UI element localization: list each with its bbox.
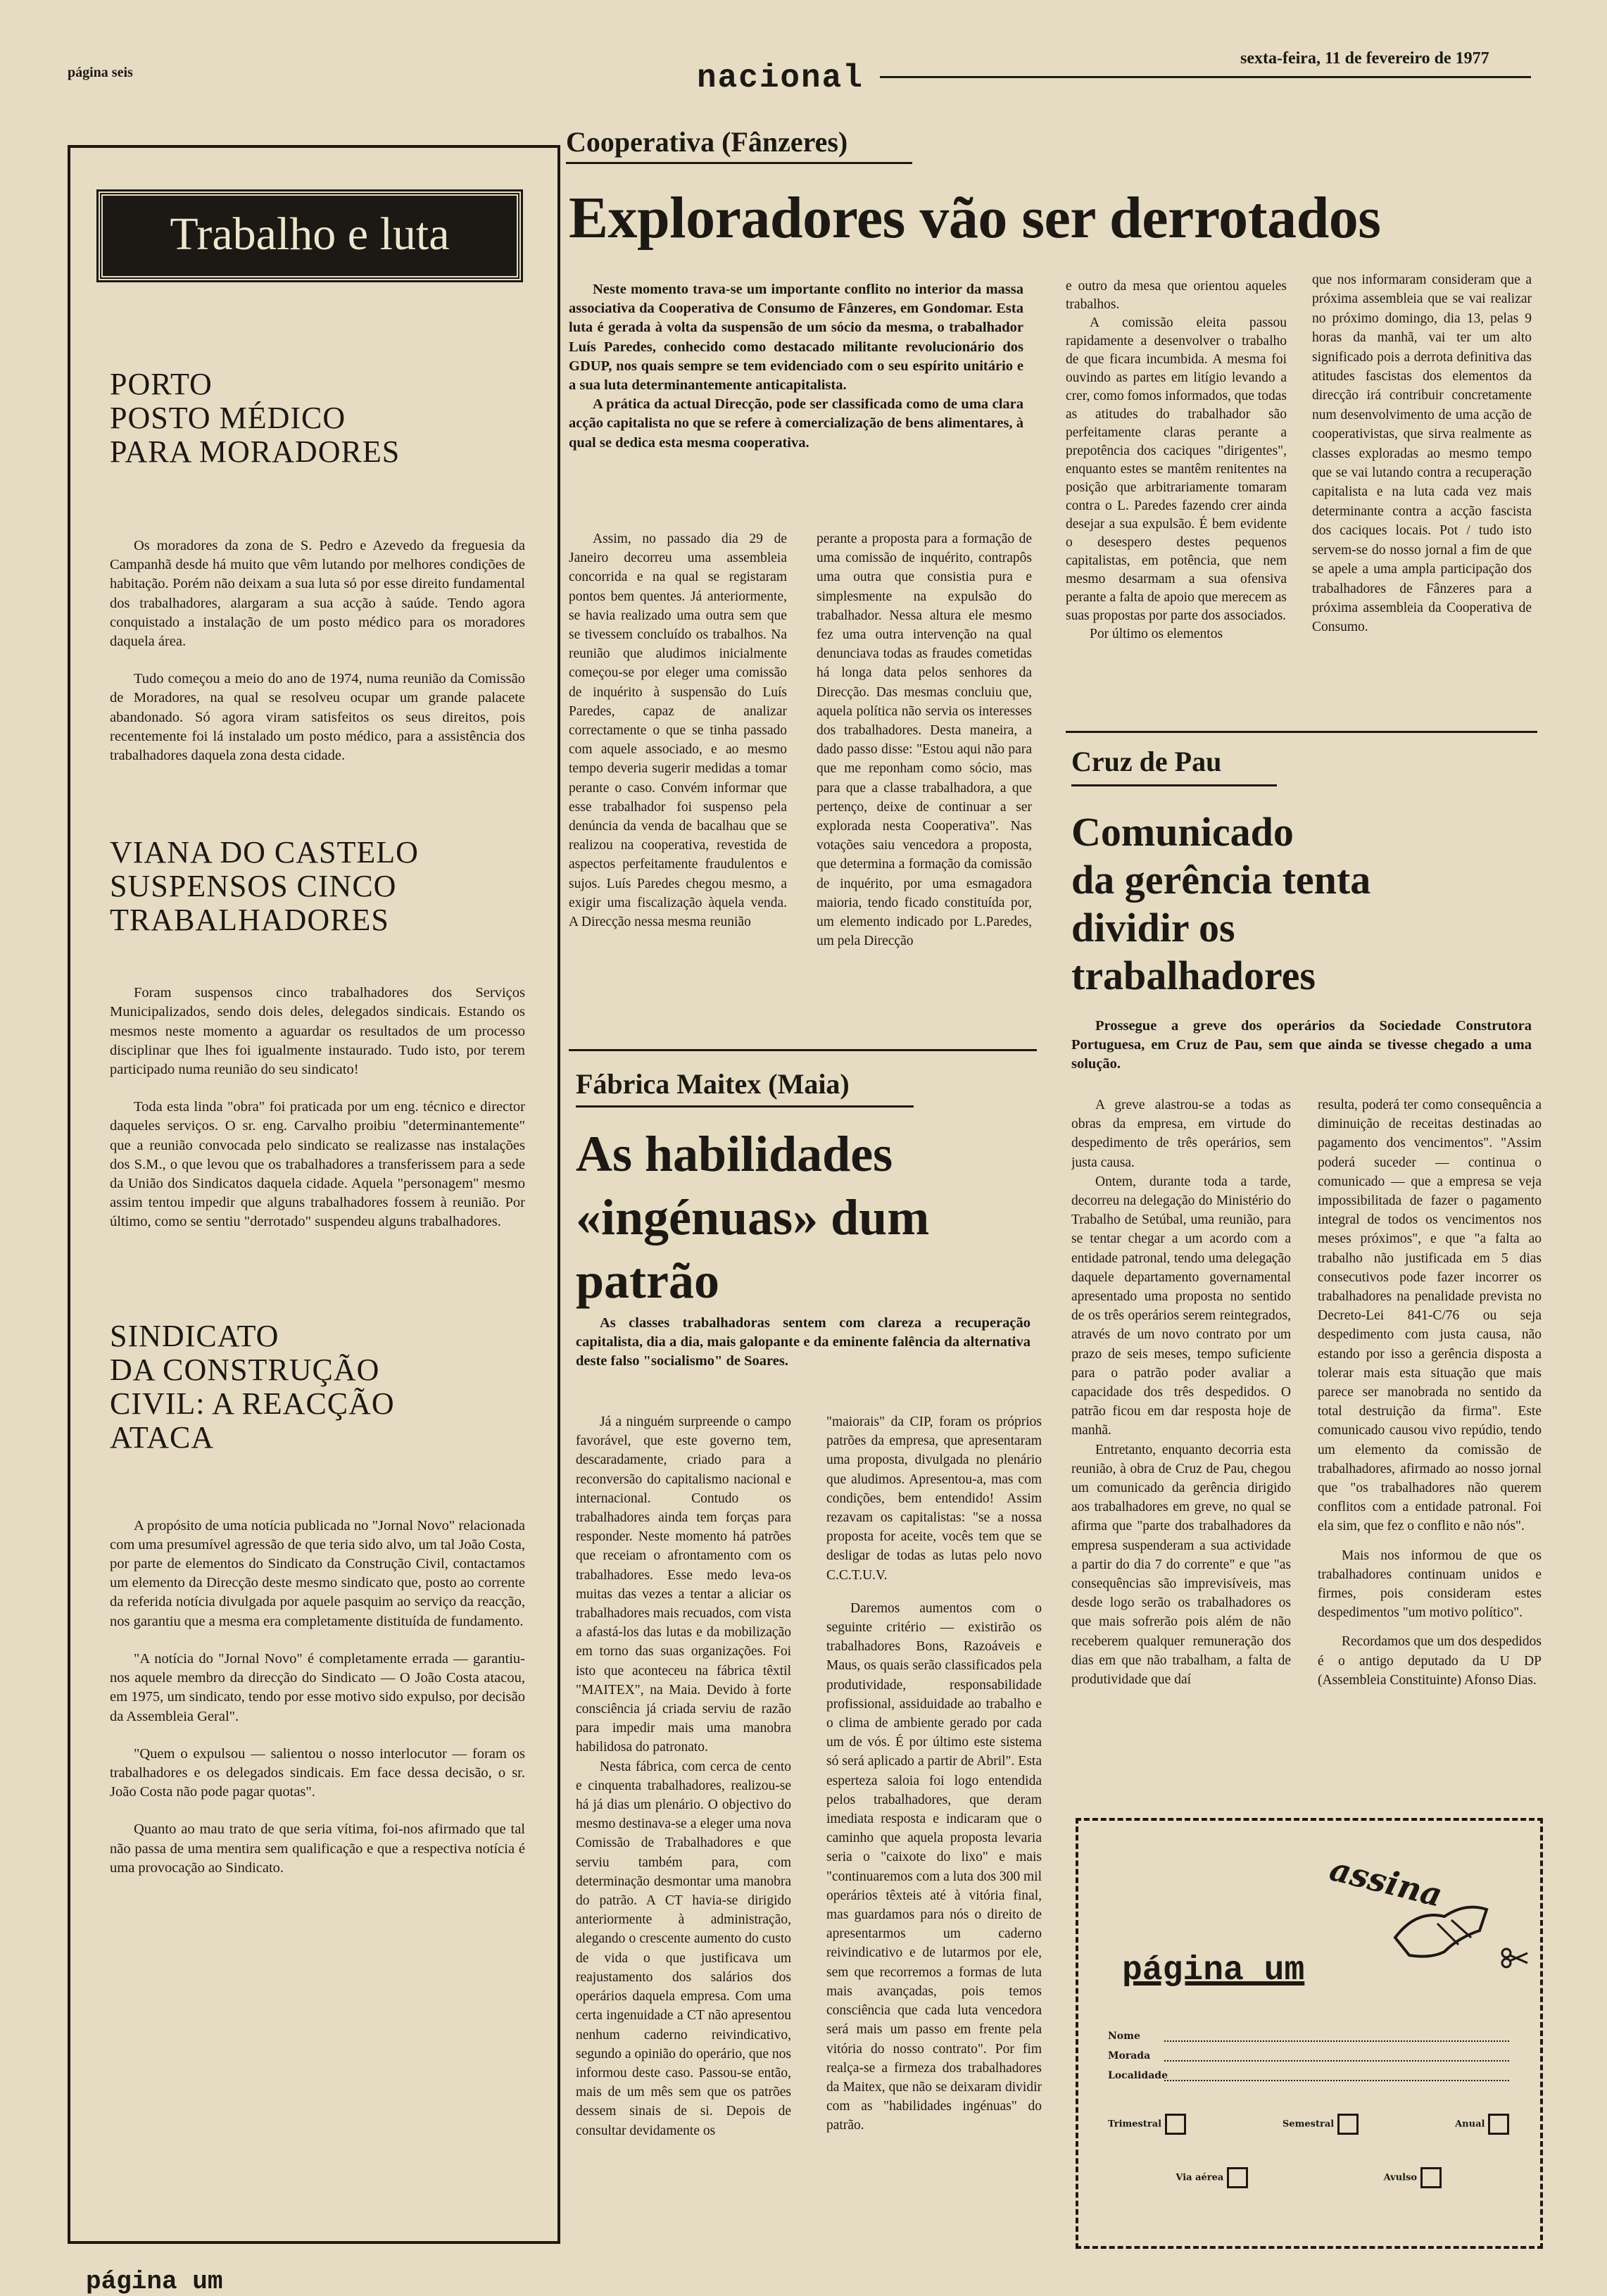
- options-row-2: [1108, 2167, 1509, 2188]
- kicker-underline: [566, 162, 912, 164]
- checkbox[interactable]: [1227, 2167, 1248, 2188]
- sidebar-content: [110, 368, 525, 2198]
- subscribe-script: assina: [1325, 1850, 1447, 1914]
- article-paragraph: e outro da mesa que orientou aqueles trabalhos.: [1066, 279, 1287, 312]
- cooperativa-lead: [569, 280, 1023, 515]
- maitex-kicker: [576, 1069, 850, 1100]
- lead-paragraph: Neste momento trava-se um importante conflito no interior da massa associativa da Cooperativa de Consumo de Fânzeres, em Gondomar. Esta luta é gerada à volta da suspensão de um sócio da mesma, o trabalhador Luís Paredes, conhecido como destacado militante revolucionário dos GDUP, nos quais sempre se tem evidenciado com o seu espírito unitário e a sua luta determinantemente anticapitalista.: [569, 282, 1023, 394]
- article-paragraph: perante a proposta para a formação de uma comissão de inquérito, contrapôs uma outra que consistia pura e simplesmente na expulsão do trabalhador. Nessa altura ele mesmo fez uma outra intervenção na qual denunciava todas as fraudes cometidas há longa data pelos senhores da Direcção. Das mesmas concluiu que, aquela política não servia os interesses dos trabalhadores. Desta maneira, a dado passo disse: "Estou aqui não para que me reponham como sócio, mas para que a classe trabalhadora, a que pertenço, deixe de continuar a ser explorada nesta Cooperativa". Nas votações saiu vencedora a proposta, que determina a formação da comissão de inquérito, por uma esmagadora maioria, tendo ficado constituída por, um elemento indicado por L.Paredes, um pela Direcção: [817, 532, 1032, 949]
- cruz-headline: Comunicado da gerência tenta dividir os trabalhadores: [1071, 809, 1371, 998]
- locality-line: [1164, 2080, 1509, 2081]
- sindicato-paragraph: A propósito de uma notícia publicada no "Jornal Novo" relacionada com uma presumível agressão de que teria sido alvo, um tal João Costa, por parte de elementos do Sindicato da Construção Civil, contactamos um elemento da Direcção deste mesmo sindicato que, posto ao corrente da referida notícia divulgada por aquele pasquim ao serviço da reacção, nos garantiu que a mesma era completamente distituída de fundamento.: [110, 1517, 525, 1629]
- option-label: Anual: [1455, 2119, 1485, 2130]
- cooperativa-kicker: [566, 127, 847, 158]
- hand-icon: [1388, 1888, 1494, 1966]
- scissors-icon: [1501, 1947, 1529, 1969]
- option-quarterly[interactable]: [1108, 2114, 1186, 2135]
- address-line: [1164, 2060, 1509, 2062]
- subscription-coupon: [1076, 1818, 1543, 2249]
- option-label: Avulso: [1383, 2172, 1418, 2183]
- masthead-rule: [880, 76, 1531, 78]
- options-row-1: [1108, 2114, 1509, 2135]
- article-paragraph: resulta, poderá ter como consequência a diminuição de receitas destinadas ao pagamento dos vencimentos". "Assim poderá suceder — continua o comunicado — que a empresa se veja impossibilitada de fazer o pagamento integral de todos os vencimentos nos meses próximos", e que "a falta ao trabalho não justificada em 5 dias consecutivos pode fazer incorrer os trabalhadores na penalidade prevista no Decreto-Lei 841-C/76 ou seja despedimento com justa causa, não estando por isso a gerência disposta a tolerar mais esta situação que mais parece ser manobrada no sentido da total destruição da firma". Este comunicado causou vivo repúdio, tendo um elemento da comissão de trabalhadores, afirmado ao nosso jornal que "os trabalhadores não querem conflitos com a entidade patronal. Foi ela sim, que fez o conflito e não nós".: [1318, 1098, 1542, 1534]
- maitex-col-1: [576, 1412, 791, 2262]
- cruz-col-2: [1318, 1096, 1542, 1800]
- checkbox[interactable]: [1337, 2114, 1359, 2135]
- page-label: página seis: [68, 65, 133, 80]
- option-single[interactable]: [1384, 2167, 1442, 2188]
- article-paragraph: Entretanto, enquanto decorria esta reunião, à obra de Cruz de Pau, chegou um comunicado da gerência dirigido aos trabalhadores em greve, no qual se afirma que "parte dos trabalhadores da empresa suspenderam a sua actividade a partir do dia 7 do corrente" e que "as consequências são imprevisíveis, mas desde logo serão os trabalhadores os que mais sofrerão pois além de não receberem qualquer remuneração dos dias em que não trabalham, a falta de produtividade que daí: [1071, 1442, 1291, 1688]
- cooperativa-col-1: [569, 529, 787, 1024]
- option-airmail[interactable]: [1176, 2167, 1248, 2188]
- maitex-kicker-text: Fábrica Maitex (Maia): [576, 1068, 850, 1100]
- section-title: nacional: [697, 60, 864, 96]
- section-divider: [1066, 731, 1537, 733]
- option-label: Semestral: [1282, 2119, 1335, 2130]
- article-paragraph: Daremos aumentos com o seguinte critério — existirão os trabalhadores Bons, Razoáveis e Maus, os quais serão classificados pela produtividade, responsabilidade profissional, assiduidade ao trabalho e o clima de ambiente gerado por cada um de vós. É por último este sistema só será aplicado a partir de Abril". Esta esperteza saloia foi logo entendida pelos trabalhadores, que deram imediata resposta e indicaram que o caminho que aquela proposta levaria seria o "caixote do lixo" e mais "continuaremos com a luta dos 300 mil operários têxteis até à vitória final, mas guardamos para nós o direito de apresentarmos um caderno reivindicativo e de lutarmos por ele, sem que recorremos a formas de luta mais avançadas, pois temos consciência que cada luta vencedora será mais um passo em frente pela vitória do nosso contrato". Por fim realça-se a firmeza dos trabalhadores da Maitex, que não se deixaram dividir com as "habilidades ingénuas" do patrão.: [826, 1600, 1042, 2133]
- kicker-underline: [576, 1105, 914, 1108]
- checkbox[interactable]: [1420, 2167, 1442, 2188]
- option-label: Via aérea: [1176, 2172, 1224, 2183]
- address-field[interactable]: [1108, 2042, 1509, 2062]
- sidebar-box: [68, 145, 560, 2244]
- sindicato-paragraph: "A notícia do "Jornal Novo" é completamente errada — garantiu-nos aquele membro da direcção do Sindicato — O João Costa atacou, em 1975, um sindicato, tendo por esse motivo sido expulso, por decisão da Assembleia Geral".: [110, 1650, 525, 1724]
- viana-heading: VIANA DO CASTELO SUSPENSOS CINCO TRABALHADORES: [110, 835, 419, 938]
- porto-paragraph: Tudo começou a meio do ano de 1974, numa reunião da Comissão de Moradores, na qual se resolveu ocupar um grande palacete abandonado. Só agora viram satisfeitos os seus direitos, pois recentemente foi lá instalado um posto médico, para a assistência dos trabalhadores daquela zona desta cidade.: [110, 671, 525, 764]
- subscribe-title: página um: [1122, 1952, 1305, 1990]
- porto-paragraph: Os moradores da zona de S. Pedro e Azevedo da freguesia da Campanhã desde há muito que vêm lutando por melhores condições de habitação. Porém não deixam a sua luta só por esse direito fundamental dos trabalhadores, alargaram a sua acção à saúde. Tendo agora conquistado a instalação de um posto médico para os moradores daquela área.: [110, 538, 525, 650]
- lead-paragraph: A prática da actual Direcção, pode ser classificada como de uma clara acção capitalista no que se refere à comercialização de bens alimentares, à qual se dedica esta mesma cooperativa.: [569, 396, 1023, 451]
- checkbox[interactable]: [1165, 2114, 1186, 2135]
- article-paragraph: que nos informaram consideram que a próxima assembleia que se vai realizar no próximo domingo, dia 13, pelas 9 horas da manhã, vai ter um alto significado pois a derrota definitiva das atitudes fascistas dos elementos da direcção irá contribuir concretamente num desenvolvimento de uma acção de cooperativistas, que sirva realmente as classes exploradas ao mesmo tempo que se vai lutando contra a recuperação capitalista e na luta cada vez mais determinante contra a acção fascista dos caciques locais. Pot / tudo isto servem-se do nosso jornal a fim de que se apele a uma ampla participação dos trabalhadores de Fânzeres para a próxima assembleia da Cooperativa de Consumo.: [1312, 272, 1532, 635]
- cruz-kicker: [1071, 746, 1221, 777]
- address-label: Morada: [1108, 2050, 1151, 2062]
- cruz-kicker-text: Cruz de Pau: [1071, 746, 1222, 777]
- name-label: Nome: [1108, 2031, 1140, 2042]
- sindicato-paragraph: Quanto ao mau trato de que seria vítima, foi-nos afirmado que tal não passa de uma mentira sem qualificação e que a respectiva notícia é uma provocação ao Sindicato.: [110, 1821, 525, 1876]
- maitex-headline: As habilidades «ingénuas» dum patrão: [576, 1126, 930, 1309]
- article-paragraph: Por último os elementos: [1090, 627, 1223, 641]
- lead-paragraph: As classes trabalhadoras sentem com clareza a recuperação capitalista, dia a dia, mais galopante e da eminente falência da alternativa deste falso "socialismo" de Soares.: [576, 1315, 1031, 1369]
- name-field[interactable]: [1108, 2022, 1509, 2042]
- issue-date: sexta-feira, 11 de fevereiro de 1977: [1240, 49, 1489, 68]
- cooperativa-col-3: [1066, 277, 1287, 725]
- sidebar-title: Trabalho e luta: [170, 208, 450, 260]
- cruz-lead: [1071, 1017, 1532, 1077]
- sindicato-paragraph: "Quem o expulsou — salientou o nosso interlocutor — foram os trabalhadores e os delegados sindicais. Em face dessa decisão, o sr. João Costa não pode pagar quotas".: [110, 1745, 525, 1800]
- section-divider: [569, 1049, 1037, 1051]
- locality-label: Localidade: [1108, 2070, 1168, 2081]
- locality-field[interactable]: [1108, 2062, 1509, 2081]
- sidebar-title-banner: [99, 192, 521, 280]
- maitex-col-2: [826, 1412, 1042, 2262]
- cooperativa-kicker-text: Cooperativa (Fânzeres): [566, 126, 848, 158]
- viana-paragraph: Toda esta linda "obra" foi praticada por um eng. técnico e director daqueles serviços. O sr. eng. Carvalho proibiu "determinantemente" que a reunião convocada pelo sindicato se realizasse nas instalações dos S.M., o que levou que os trabalhadores a transferissem para a sede da União dos Sindicatos daquela cidade. Aquela "personagem" mesmo assim tentou impedir que alguns trabalhadores fossem à reunião. Por último, como se sentiu "derrotado" suspendeu alguns trabalhadores.: [110, 1099, 525, 1230]
- cooperativa-col-4: [1312, 270, 1532, 725]
- article-paragraph: Já a ninguém surpreende o campo favorável, que este governo tem, descaradamente, criado para a reconversão do capitalismo nacional e internacional. Contudo os trabalhadores ainda tem forças para responder. Neste momento há patrões que receiam o afrontamento com os trabalhadores. Esse medo leva-os muitas das vezes a tentar a aliciar os trabalhadores mais recuados, com vista a afastá-los das lutas e da mobilização em torno das suas organizações. Foi isto que aconteceu na fábrica têxtil "MAITEX", na Maia. Devido à forte consciência já criada serviu de razão para impedir mais uma manobra habilidosa do patronato.: [576, 1414, 791, 1755]
- name-line: [1164, 2040, 1509, 2042]
- article-paragraph: A comissão eleita passou rapidamente a desenvolver o trabalho de que ficara incumbida. A mesma foi ouvindo as partes em litígio levando a crer, como fomos informados, que todas as atitudes do trabalhador são perfeitamente claras perante a prepotência dos caciques "dirigentes", enquanto estes se mantêm renitentes na posição que arbitrariamente tomaram contra o L. Paredes fazendo crer ainda desejar a sua expulsão. É bem evidente o desespero destes pequenos capitalistas, em potência, que nem mesmo desarmam a sua ofensiva perante a falta de apoio que merecem as suas propostas por parte dos associados.: [1066, 315, 1287, 623]
- cooperativa-col-2: [817, 529, 1032, 1024]
- article-paragraph: Assim, no passado dia 29 de Janeiro decorreu uma assembleia concorrida e na qual se registaram pontos bem quentes. Já anteriormente, se havia realizado uma outra sem que se tivessem concluído os trabalhos. Na reunião que aludimos inicialmente começou-se por eleger uma comissão de inquérito à suspensão do Luís Paredes, capaz de analizar correctamente o que se tinha passado com aquele associado, e ao mesmo tempo deveria sugerir medidas a tomar perante o caso. Convém informar que esse trabalhador foi suspenso pela denúncia da venda de bacalhau que se realizou na cooperativa, revestida de aspectos perfeitamente fraudulentos e sujos. Luís Paredes chegou mesmo, a exigir uma fiscalização àquela venda. A Direcção nessa mesma reunião: [569, 532, 787, 930]
- article-paragraph: "maiorais" da CIP, foram os próprios patrões da empresa, que apresentaram uma proposta, divulgada no plenário que aludimos. Apresentou-a, mas com condições, bem entendido! Assim rezavam os capitalistas: "se a nossa proposta for aceite, vocês tem que se desligar de todas as lutas pelo novo C.C.T.U.V.: [826, 1414, 1042, 1583]
- article-paragraph: Mais nos informou de que os trabalhadores continuam unidos e firmes, pois consideram estes despedimentos "um motivo político".: [1318, 1548, 1542, 1621]
- lead-paragraph: Prossegue a greve dos operários da Sociedade Construtora Portuguesa, em Cruz de Pau, sem que ainda se tivesse chegado a uma solução.: [1071, 1018, 1532, 1072]
- cooperativa-headline: Exploradores vão ser derrotados: [569, 185, 1381, 251]
- viana-paragraph: Foram suspensos cinco trabalhadores dos Serviços Municipalizados, sendo dois deles, delegados sindicais. Estando os mesmos neste momento a aguardar os resultados de um processo disciplinar que lhes foi igualmente instaurado. Tudo isto, por terem participado numa reunião do seu sindicato!: [110, 985, 525, 1078]
- article-paragraph: Recordamos que um dos despedidos é o antigo deputado da U DP (Assembleia Constituinte) Afonso Dias.: [1318, 1634, 1542, 1688]
- subscribe-form: [1108, 2022, 1509, 2188]
- footer-title: página um: [86, 2267, 223, 2296]
- article-paragraph: A greve alastrou-se a todas as obras da empresa, em virtude do despedimento de três operários, sem justa causa.: [1071, 1098, 1291, 1170]
- article-paragraph: Nesta fábrica, com cerca de cento e cinquenta trabalhadores, realizou-se há já dias um plenário. O objectivo do mesmo destinava-se a eleger uma nova Comissão de Trabalhadores e que serviu também para, com determinação desmontar uma manobra do patrão. A CT havia-se dirigido anteriormente à administração, alegando o crescente aumento do custo de vida o que justificava um reajustamento dos salários dos operários daquela empresa. Com uma certa ingenuidade a CT não apresentou nenhum caderno reivindicativo, segundo a opinião do operário, que nos informou deste caso. Passou-se então, mais de um mês sem que os patrões dessem sinais de si. Depois de consultar devidamente os: [576, 1759, 791, 2138]
- kicker-underline: [1071, 784, 1277, 786]
- article-paragraph: Ontem, durante toda a tarde, decorreu na delegação do Ministério do Trabalho de Setúbal, uma reunião, para se tentar chegar a um acordo com a entidade patronal, tendo uma delegação daquele departamento governamental apresentado uma proposta no sentido de os três operários serem reintegrados, através de um novo contrato por um prazo de seis meses, tempo suficiente para o patrão poder avaliar a capacidade dos três despedidos. O patrão ficou em dar resposta hoje de manhã.: [1071, 1174, 1291, 1438]
- maitex-lead: [576, 1314, 1031, 1391]
- option-semiannual[interactable]: [1283, 2114, 1359, 2135]
- cruz-col-1: [1071, 1096, 1291, 1807]
- option-label: Trimestral: [1108, 2119, 1162, 2130]
- option-annual[interactable]: [1455, 2114, 1509, 2135]
- checkbox[interactable]: [1488, 2114, 1509, 2135]
- porto-heading: PORTO POSTO MÉDICO PARA MORADORES: [110, 368, 401, 469]
- sindicato-heading: SINDICATO DA CONSTRUÇÃO CIVIL: A REACÇÃO ATACA: [110, 1318, 395, 1455]
